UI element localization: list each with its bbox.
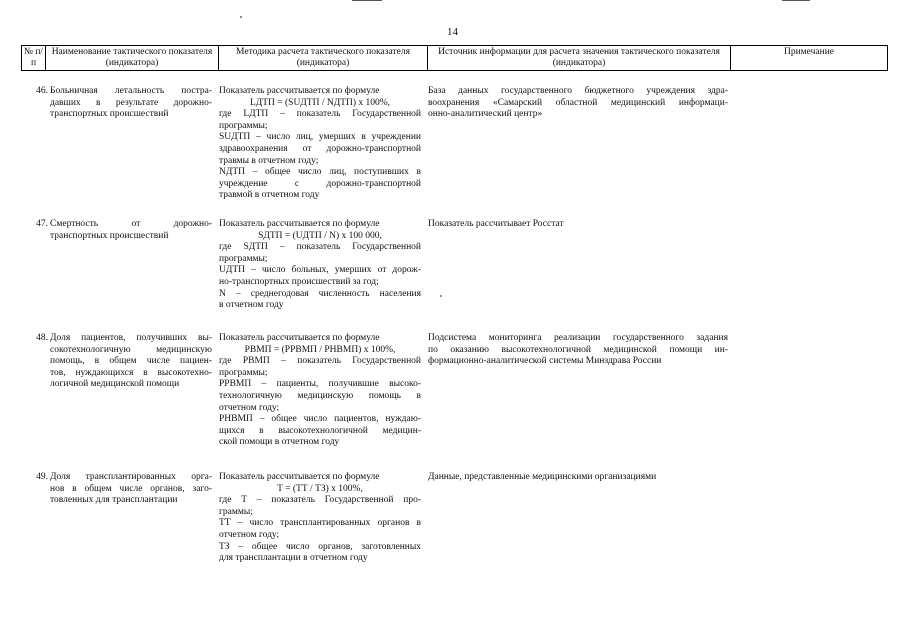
indicator-name: Доля трансплантированных орга- нов в общем числе органов, заго- товленных для трансплантации [50,472,212,506]
information-source: База данных государственного бюджетного учреждения здра- воохранения «Самарский областной медицинский информаци- онно-аналитический центр» [428,86,728,120]
calculation-method: Показатель рассчитывается по формуле SДТП = (UДТП / N) x 100 000, где SДТП – показатель Государственной программы; UДТП – число больных, умерших от дорож- но-транспортных происшествий за год; N – среднегодовая численность населения в отчетном году [219,219,421,311]
table-header [21,45,888,71]
header-indicator-name: Наименование тактического показателя (индикатора) [46,46,219,71]
row-number: 49. [36,472,48,482]
top-edge-mark [352,0,382,1]
calculation-method: Показатель рассчитывается по формуле PВМП = (PPВМП / PНВМП) x 100%, где PВМП – показатель Государственной программы; PPВМП – пациенты, получившие высоко- технологичную медицинскую помощь в отчетном году; PНВМП – общее число пациентов, нуждаю- щихся в высокотехнологичной медицин- ской помощи в отчетном году [219,333,421,448]
scan-speck [240,16,242,18]
row-number: 48. [36,333,48,343]
information-source: Данные, представленные медицинскими организациями [428,472,657,482]
header-calculation-method: Методика расчета тактического показателя (индикатора) [219,46,428,71]
page-number: 14 [447,26,458,38]
formula: SДТП = (UДТП / N) x 100 000, [258,230,382,241]
indicator-name: Больничная летальность постра- давших в результате дорожно- транспортных происшествий [50,86,212,120]
top-edge-mark [782,0,810,1]
row-number: 47. [36,219,48,229]
indicator-name: Смертность от дорожно- транспортных происшествий [50,219,212,241]
calculation-method: Показатель рассчитывается по формуле LДТП = (SUДТП / NДТП) x 100%, где LДТП – показатель Государственной программы; SUДТП – число лиц, умерших в учреждении здравоохранения от дорожно-транспортной травмы в отчетном году; NДТП – общее число лиц, поступивших в учреждение с дорожно-транспортной травмой в отчетном году [219,86,421,201]
header-information-source: Источник информации для расчета значения тактического показателя (индикатора) [428,46,731,71]
indicator-name: Доля пациентов, получивших вы- сокотехнологичную медицинскую помощь, в общем числе пациен- тов, нуждающихся в высокотехно- логичной медицинской помощи [50,333,212,390]
header-number: № п/п [22,46,46,71]
formula: PВМП = (PPВМП / PНВМП) x 100%, [244,344,396,355]
information-source: Показатель рассчитывает Росстат [428,219,564,229]
information-source: Подсистема мониторинга реализации государственного задания по оказанию высокотехнологичной медицинской помощи ин- формационно-аналитической системы Минздрава России [428,333,728,367]
formula: LДТП = (SUДТП / NДТП) x 100%, [249,97,391,108]
calculation-method: Показатель рассчитывается по формуле T = (TТ / TЗ) x 100%, где T – показатель Государственной про- граммы; TТ – число трансплантированных органов в отчетном году; TЗ – общее число органов, заготовленных для трансплантации в отчетном году [219,472,421,564]
formula: T = (TТ / TЗ) x 100%, [277,483,363,494]
scan-speck [440,295,442,297]
header-note: Примечание [731,46,888,71]
row-number: 46. [36,86,48,96]
